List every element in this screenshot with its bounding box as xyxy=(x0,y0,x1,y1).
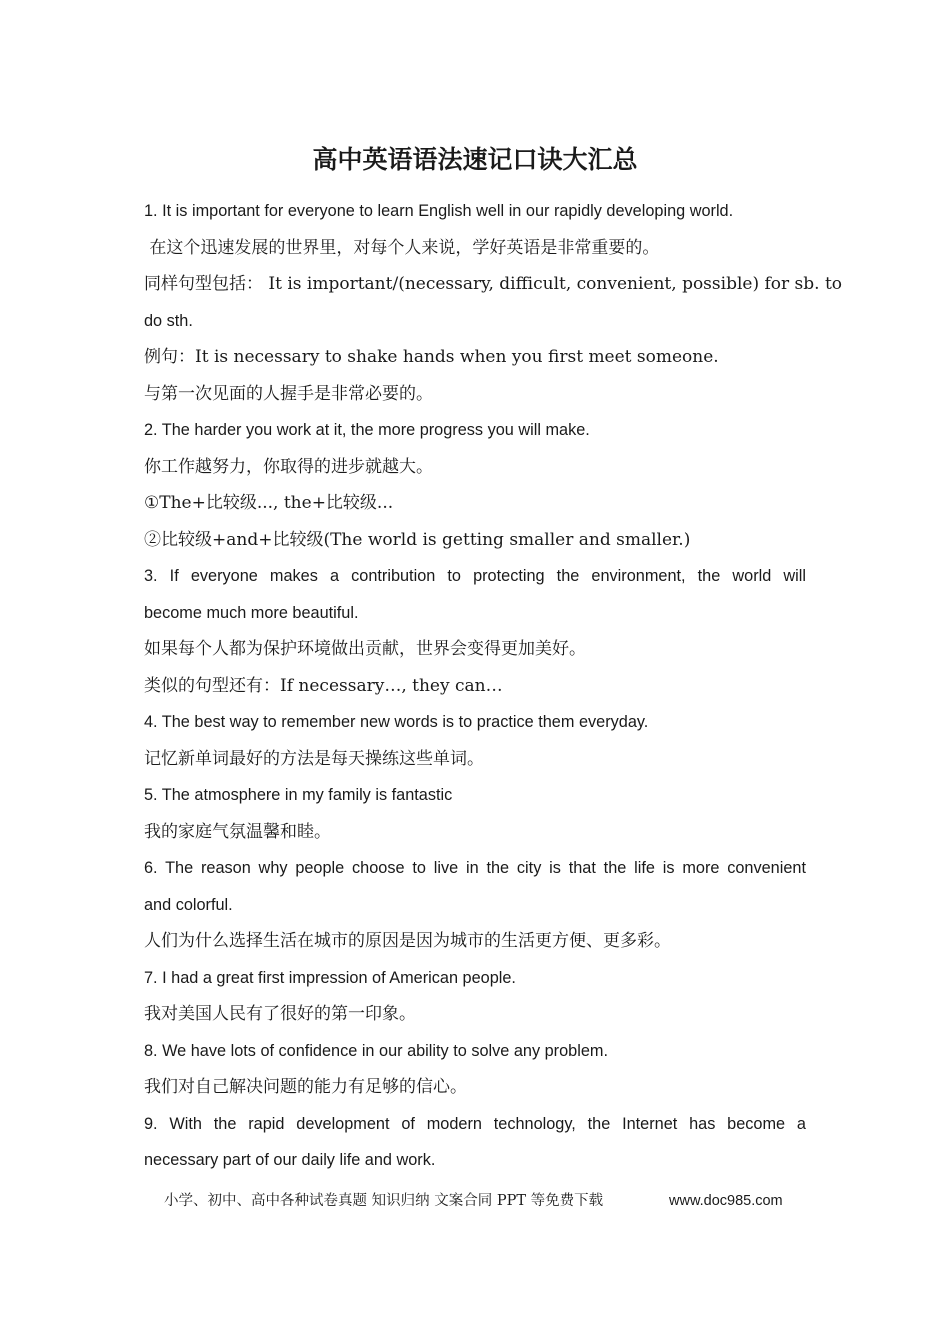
text-line: ①The+比较级..., the+比较级... xyxy=(144,493,394,513)
text-line: necessary part of our daily life and work. xyxy=(144,1151,436,1169)
page-footer xyxy=(164,1187,804,1215)
text-line: 例句：It is necessary to shake hands when you first meet someone. xyxy=(144,347,719,367)
text-line: 与第一次见面的人握手是非常必要的。 xyxy=(144,383,433,404)
text-line: 3. If everyone makes a contribution to protecting the environment, the world will xyxy=(144,567,806,585)
text-line: 1. It is important for everyone to learn English well in our rapidly developing world. xyxy=(144,202,734,220)
text-line: 8. We have lots of confidence in our ability to solve any problem. xyxy=(144,1041,608,1060)
text-line: 2. The harder you work at it, the more progress you will make. xyxy=(144,421,590,439)
text-line: become much more beautiful. xyxy=(144,603,359,622)
text-line: 我对美国人民有了很好的第一印象。 xyxy=(144,1004,416,1024)
footer-text: 小学、初中、高中各种试卷真题 知识归纳 文案合同 PPT 等免费下载 xyxy=(164,1193,604,1209)
text-line: 如果每个人都为保护环境做出贡献，世界会变得更加美好。 xyxy=(144,639,586,659)
text-line: 4. The best way to remember new words is to practice them everyday. xyxy=(144,713,649,731)
text-line: 9. With the rapid development of modern technology, the Internet has become a xyxy=(144,1114,806,1133)
footer-link[interactable]: www.doc985.com xyxy=(669,1193,783,1209)
text-line: and colorful. xyxy=(144,895,233,914)
text-line: 你工作越努力，你取得的进步就越大。 xyxy=(144,456,433,477)
text-line: 类似的句型还有：If necessary…, they can… xyxy=(144,675,503,696)
text-line: 7. I had a great first impression of American people. xyxy=(144,968,516,987)
text-line: 同样句型包括： It is important/(necessary, difficult, convenient, possible) for sb. to xyxy=(144,274,843,294)
text-line: 记忆新单词最好的方法是每天操练这些单词。 xyxy=(144,748,484,769)
text-line: 5. The atmosphere in my family is fantastic xyxy=(144,786,453,804)
text-line: do sth. xyxy=(144,311,193,330)
text-line: ②比较级+and+比较级(The world is getting smaller and smaller.) xyxy=(144,529,691,550)
text-line: 我的家庭气氛温馨和睦。 xyxy=(144,821,331,842)
document-body xyxy=(144,193,843,1179)
text-line: 6. The reason why people choose to live in the city is that the life is more convenient xyxy=(144,859,806,877)
text-line: 人们为什么选择生活在城市的原因是因为城市的生活更方便、更多彩。 xyxy=(144,931,671,951)
document-title: 高中英语语法速记口诀大汇总 xyxy=(312,145,638,174)
text-line: 我们对自己解决问题的能力有足够的信心。 xyxy=(144,1077,467,1097)
text-line: 在这个迅速发展的世界里，对每个人来说，学好英语是非常重要的。 xyxy=(144,237,660,258)
